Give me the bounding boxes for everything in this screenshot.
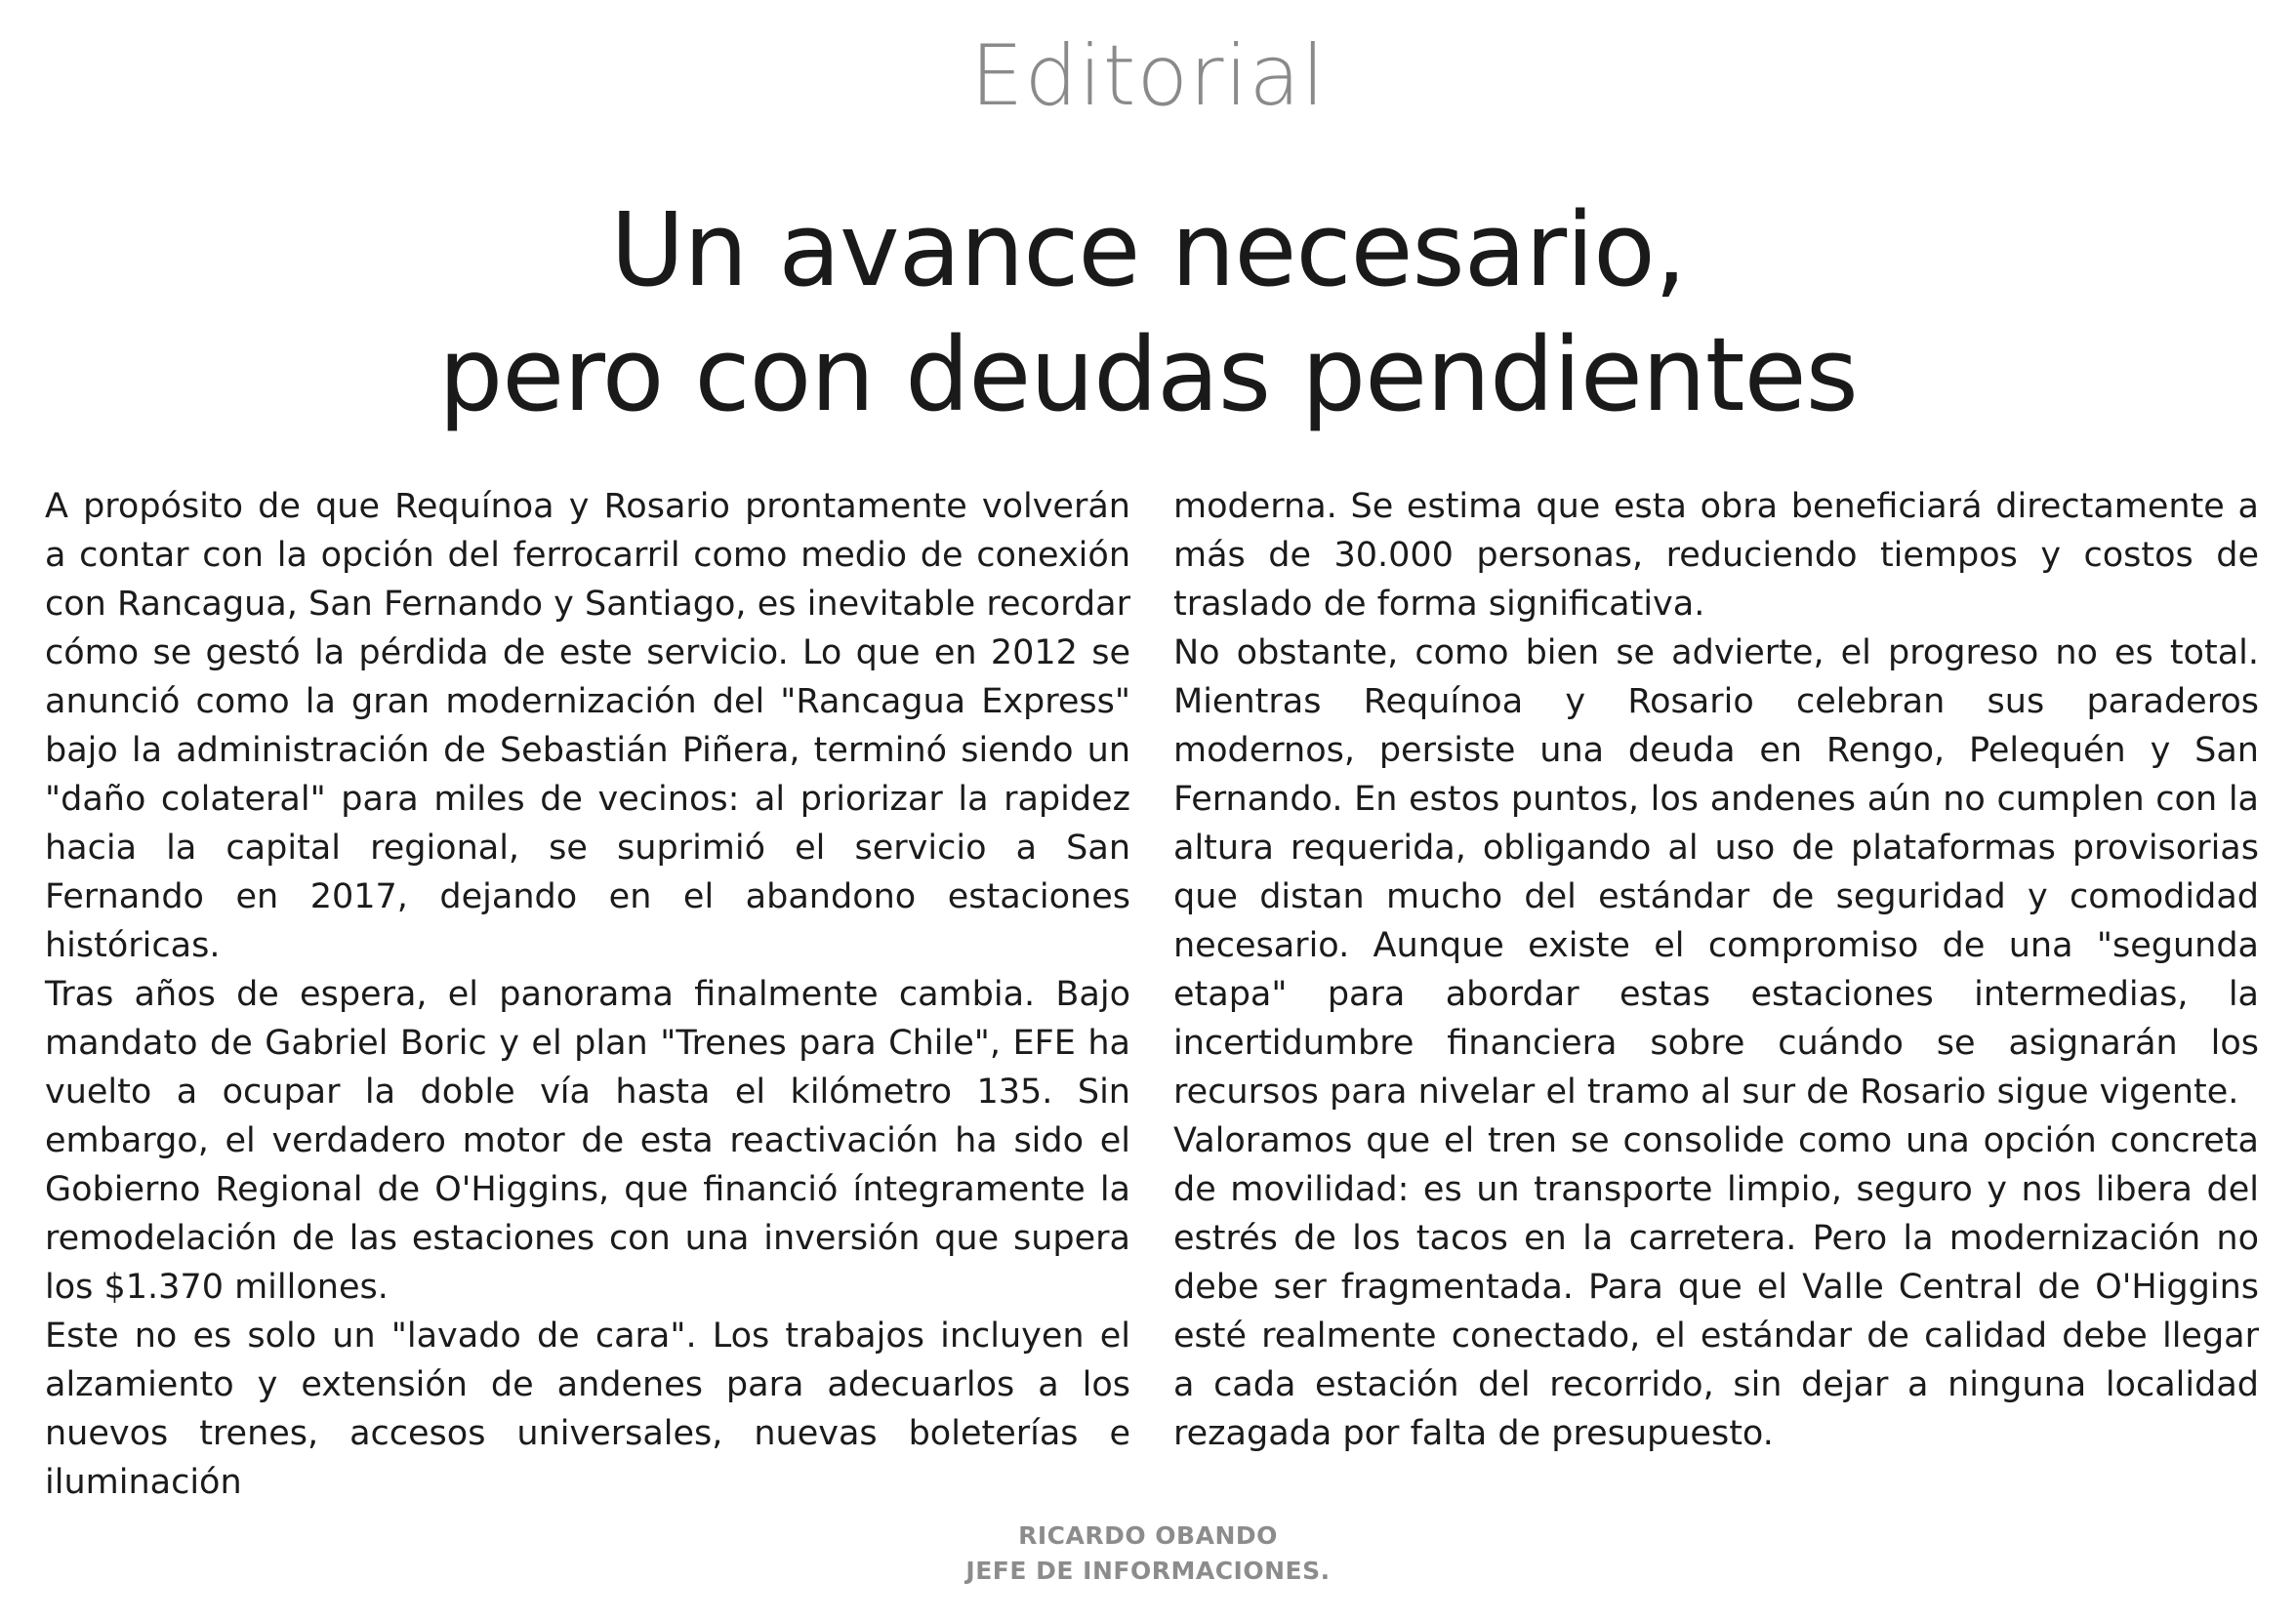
section-label: Editorial <box>969 27 1326 125</box>
paragraph-left-3: Este no es solo un "lavado de cara". Los trabajos incluyen el alzamiento y extensión de andenes para adecuarlos a los nuevos trenes, accesos universales, nuevas boleterías e iluminación <box>45 1316 1130 1502</box>
headline-line-2: pero con deudas pendientes <box>438 315 1858 434</box>
paragraph-right-2: No obstante, como bien se advierte, el progreso no es total. Mientras Requínoa y Rosario celebran sus paraderos modernos, persiste una deuda en Rengo, Pelequén y San Fernando. En estos puntos, los andenes aún no cumplen con la altura requerida, obligando al uso de plataformas provisorias que distan mucho del estándar de seguridad y comodidad necesario. Aunque existe el compromiso de una "segunda etapa" para abordar estas estaciones intermedias, la incertidumbre financiera sobre cuándo se asignarán los recursos para nivelar el tramo al sur de Rosario sigue vigente. <box>1173 633 2259 1112</box>
headline-line-1: Un avance necesario, <box>610 190 1686 309</box>
headline <box>0 187 2296 437</box>
paragraph-left-2: Tras años de espera, el panorama finalmente cambia. Bajo mandato de Gabriel Boric y el plan "Trenes para Chile", EFE ha vuelto a ocupar la doble vía hasta el kilómetro 135. Sin embargo, el verdadero motor de esta reactivación ha sido el Gobierno Regional de O'Higgins, que financió íntegramente la remodelación de las estaciones con una inversión que supera los $1.370 millones. <box>45 975 1130 1307</box>
byline-name: RICARDO OBANDO <box>1018 1521 1278 1550</box>
byline-role: JEFE DE INFORMACIONES. <box>965 1557 1331 1585</box>
left-column <box>45 482 1130 1507</box>
right-column <box>1173 482 2259 1458</box>
paragraph-right-3: Valoramos que el tren se consolide como una opción concreta de movilidad: es un transporte limpio, seguro y nos libera del estrés de los tacos en la carretera. Pero la modernización no debe ser fragmentada. Para que el Valle Central de O'Higgins esté realmente conectado, el estándar de calidad debe llegar a cada estación del recorrido, sin dejar a ninguna localidad rezagada por falta de presupuesto. <box>1173 1121 2259 1453</box>
paragraph-left-1: A propósito de que Requínoa y Rosario prontamente volverán a contar con la opción del ferrocarril como medio de conexión con Rancagua, San Fernando y Santiago, es inevitable recordar cómo se gestó la pérdida de este servicio. Lo que en 2012 se anunció como la gran modernización del "Rancagua Express" bajo la administración de Sebastián Piñera, terminó siendo un "daño colateral" para miles de vecinos: al priorizar la rapidez hacia la capital regional, se suprimió el servicio a San Fernando en 2017, dejando en el abandono estaciones históricas. <box>45 487 1130 965</box>
byline <box>0 1519 2296 1589</box>
paragraph-right-1: moderna. Se estima que esta obra beneficiará directamente a más de 30.000 personas, reduciendo tiempos y costos de traslado de forma significativa. <box>1173 487 2259 624</box>
